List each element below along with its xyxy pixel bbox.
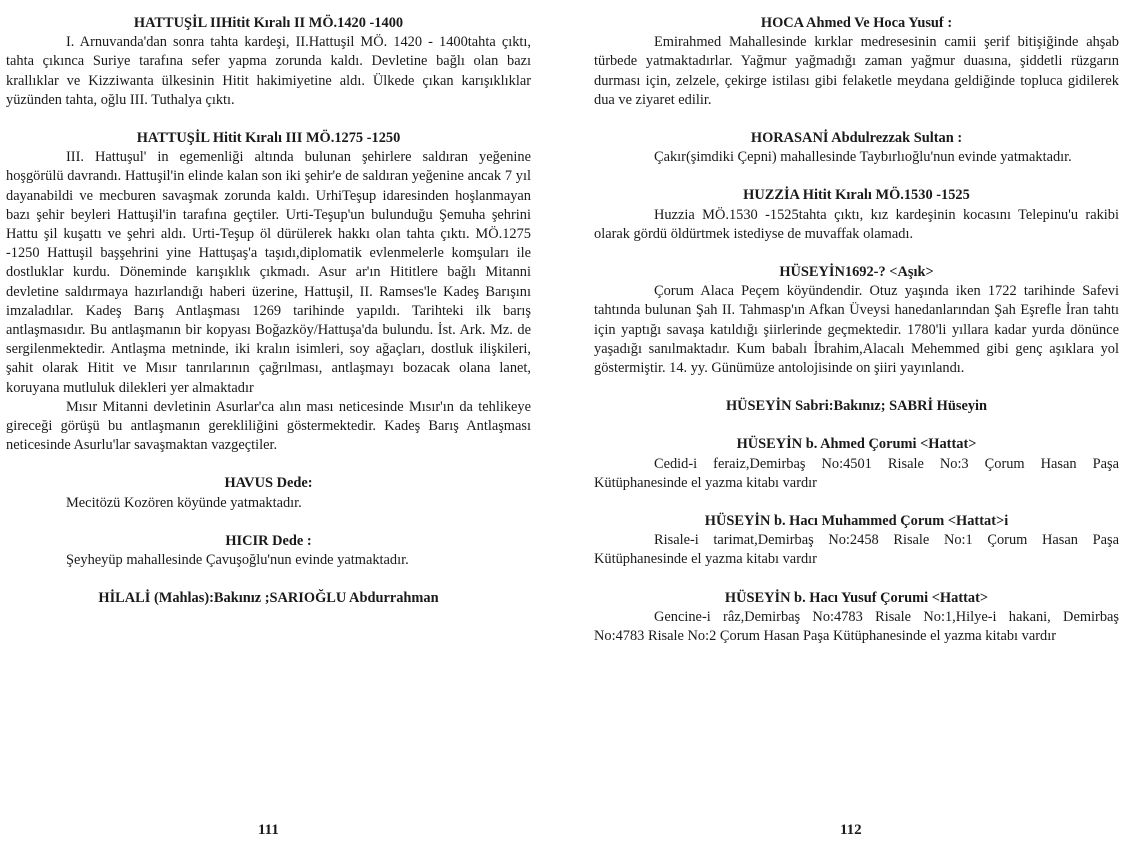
page-number-left: 111	[258, 822, 279, 838]
entry-hattusil-ii	[6, 14, 531, 110]
entry-paragraph: Risale-i tarimat,Demirbaş No:2458 Risale No:1 Çorum Hasan Paşa Kütüphanesinde el yazma kitabı vardır	[594, 532, 1119, 568]
entry-heading: HÜSEYİN b. Ahmed Çorumi <Hattat>	[736, 436, 977, 453]
entry-huseyin-sabri	[594, 397, 1119, 416]
entry-paragraph: Huzzia MÖ.1530 -1525tahta çıktı, kız kardeşinin kocasını Telepinu'u rakibi olarak gördü öldürtmek istediyse de muvaffak olamadı.	[594, 206, 1119, 242]
entry-paragraph: Çorum Alaca Peçem köyündendir. Otuz yaşında iken 1722 tarihinde Safevi tahtında bulunan Şah II. Tahmasp'ın Afkan Üveysi hanedanlarından Şah Eşrefle İran tahtı için yaptığı savaşa katıldığı şiirlerinde geçmektedir. 1780'li yıllara kadar yurda dönünce yaşadığı sanılmaktadır. Kum babalı İbrahim,Alacalı Mehemmed gibi genç aşıklara yol göstermiştir. 14. yy. Günümüze antolojisinde on şiiri yayınlandı.	[594, 283, 1119, 377]
entry-huseyin-asik	[594, 263, 1119, 378]
entry-paragraph: Cedid-i feraiz,Demirbaş No:4501 Risale No:3 Çorum Hasan Paşa Kütüphanesinde el yazma kitabı vardır	[594, 455, 1119, 491]
entry-paragraph: Emirahmed Mahallesinde kırklar medresesinin camii şerif bitişiğinde ahşab türbede yatmaktadırlar. Yağmur yağmadığı zaman yağmur duasına, şiddetli rüzgarın durması için, zelzele, çekirge istilası gibi felaketle meydana geldiğinde topluca gidilerek dua ve ziyaret edilir.	[594, 34, 1119, 108]
entry-heading: HORASANİ Abdulrezzak Sultan :	[750, 130, 963, 147]
right-page	[594, 14, 1119, 646]
entry-hilali	[6, 589, 531, 608]
entry-paragraph: Gencine-i râz,Demirbaş No:4783 Risale No:1,Hilye-i hakani, Demirbaş No:4783 Risale No:2 Çorum Hasan Paşa Kütüphanesinde el yazma kitabı vardır	[594, 608, 1119, 645]
entry-huseyin-yusuf	[594, 589, 1119, 647]
entry-havus-dede	[6, 474, 531, 512]
entry-huseyin-ahmed	[594, 435, 1119, 493]
entry-heading: HİLALİ (Mahlas):Bakınız ;SARIOĞLU Abdurrahman	[98, 590, 439, 607]
entry-heading: HICIR Dede :	[225, 532, 312, 549]
entry-huseyin-muhammed	[594, 512, 1119, 570]
entry-paragraph: III. Hattuşul' in egemenliği altında bulunan şehirlere saldıran yeğenine hoşgörülü davrandı. Hattuşil'in elinde kalan son iki şehir'e de saldıran yeğenine ancak 7 yıl dayanabildi ve mecburen savaşmak zorunda kaldı. UrhiTeşup idaresinden hoşlanmayan bazı şehir beyleri Hattuşil'in tarafına geçtiler. Urti-Teşup'un bulunduğu Şemuha şehrini Hattu şil kuşattı ve şehri aldı. Urti-Teşup öl dürülerek hakkı olan tahta çıktı. MÖ.1275 -1250 Hattuşil başşehrini yine Hattuşaş'a taşıdı,diplomatik evlenmelerle komşuları ile dostluklar kurdu. Döneminde karışıklık çıkmadı. Asur ar'ın Hititlere bağlı Mitanni devletine saldırmaya hazırlandığı haberi üzerine, Hattuşil, II. Ramses'le Kadeş Barışını imzaladılar. Kadeş Barış Antlaşması 1269 tarihinde yapıldı. Tarihteki ilk barış antlaşmasıdır. Bu antlaşmanın bir kopyası Boğazköy/Hattuşa'da bulundu. İst. Ark. Mz. de sergilenmektedir. Antlaşma metninde, iki kralın isimleri, soy ağaçları, dostluk ilişkileri, şahit olarak Hitit ve Mısır tanrılarının çağrılması, antlaşmayı bozacak olana lanet, koruyana mutluluk dilekleri yer almaktadır	[6, 149, 531, 396]
entry-heading: HÜSEYİN b. Hacı Muhammed Çorum <Hattat>i	[704, 513, 1009, 530]
entry-heading: HÜSEYİN b. Hacı Yusuf Çorumi <Hattat>	[724, 589, 989, 606]
entry-hattusil-iii	[6, 129, 531, 455]
left-page	[6, 14, 531, 608]
entry-paragraph: Mısır Mitanni devletinin Asurlar'ca alın ması neticesinde Mısır'ın da tehlikeye gireceği görüşü bu antlaşmanın gerekliliğini göstermektedir. Kadeş Barış Antlaşması neticesinde Asurlu'lar savaşmaktan vazgeçtiler.	[6, 398, 531, 454]
entry-horasani	[594, 129, 1119, 167]
entry-heading: HÜSEYİN1692-? <Aşık>	[779, 264, 934, 281]
entry-heading: HUZZİA Hitit Kıralı MÖ.1530 -1525	[743, 187, 970, 204]
entry-heading: HÜSEYİN Sabri:Bakınız; SABRİ Hüseyin	[725, 398, 988, 415]
entry-huzzia	[594, 186, 1119, 244]
entry-paragraph: Şeyheyüp mahallesinde Çavuşoğlu'nun evinde yatmaktadır.	[66, 552, 409, 569]
entry-paragraph: Çakır(şimdiki Çepni) mahallesinde Taybırlıoğlu'nun evinde yatmaktadır.	[654, 149, 1072, 166]
entry-heading: HATTUŞİL Hitit Kıralı III MÖ.1275 -1250	[136, 130, 401, 147]
entry-heading: HAVUS Dede:	[224, 475, 313, 492]
page-number-right: 112	[840, 822, 862, 838]
entry-paragraph: I. Arnuvanda'dan sonra tahta kardeşi, II.Hattuşil MÖ. 1420 - 1400tahta çıktı, tahta çıkınca Suriye tarafına sefer yapma zorunda kaldı. Devletine bağlı olan bazı krallıklar ve Kizziwanta ülkesinin Hitit hakimiyetine aldı. Ülkede çıkan karışıklıklar yüzünden tahta, oğlu III. Tuthalya çıktı.	[6, 34, 531, 108]
entry-hicir-dede	[6, 532, 531, 570]
entry-heading: HATTUŞİL IIHitit Kıralı II MÖ.1420 -1400	[133, 15, 404, 31]
entry-paragraph: Mecitözü Kozören köyünde yatmaktadır.	[66, 494, 302, 511]
entry-heading: HOCA Ahmed Ve Hoca Yusuf :	[760, 15, 953, 31]
entry-hoca-ahmed	[594, 14, 1119, 110]
